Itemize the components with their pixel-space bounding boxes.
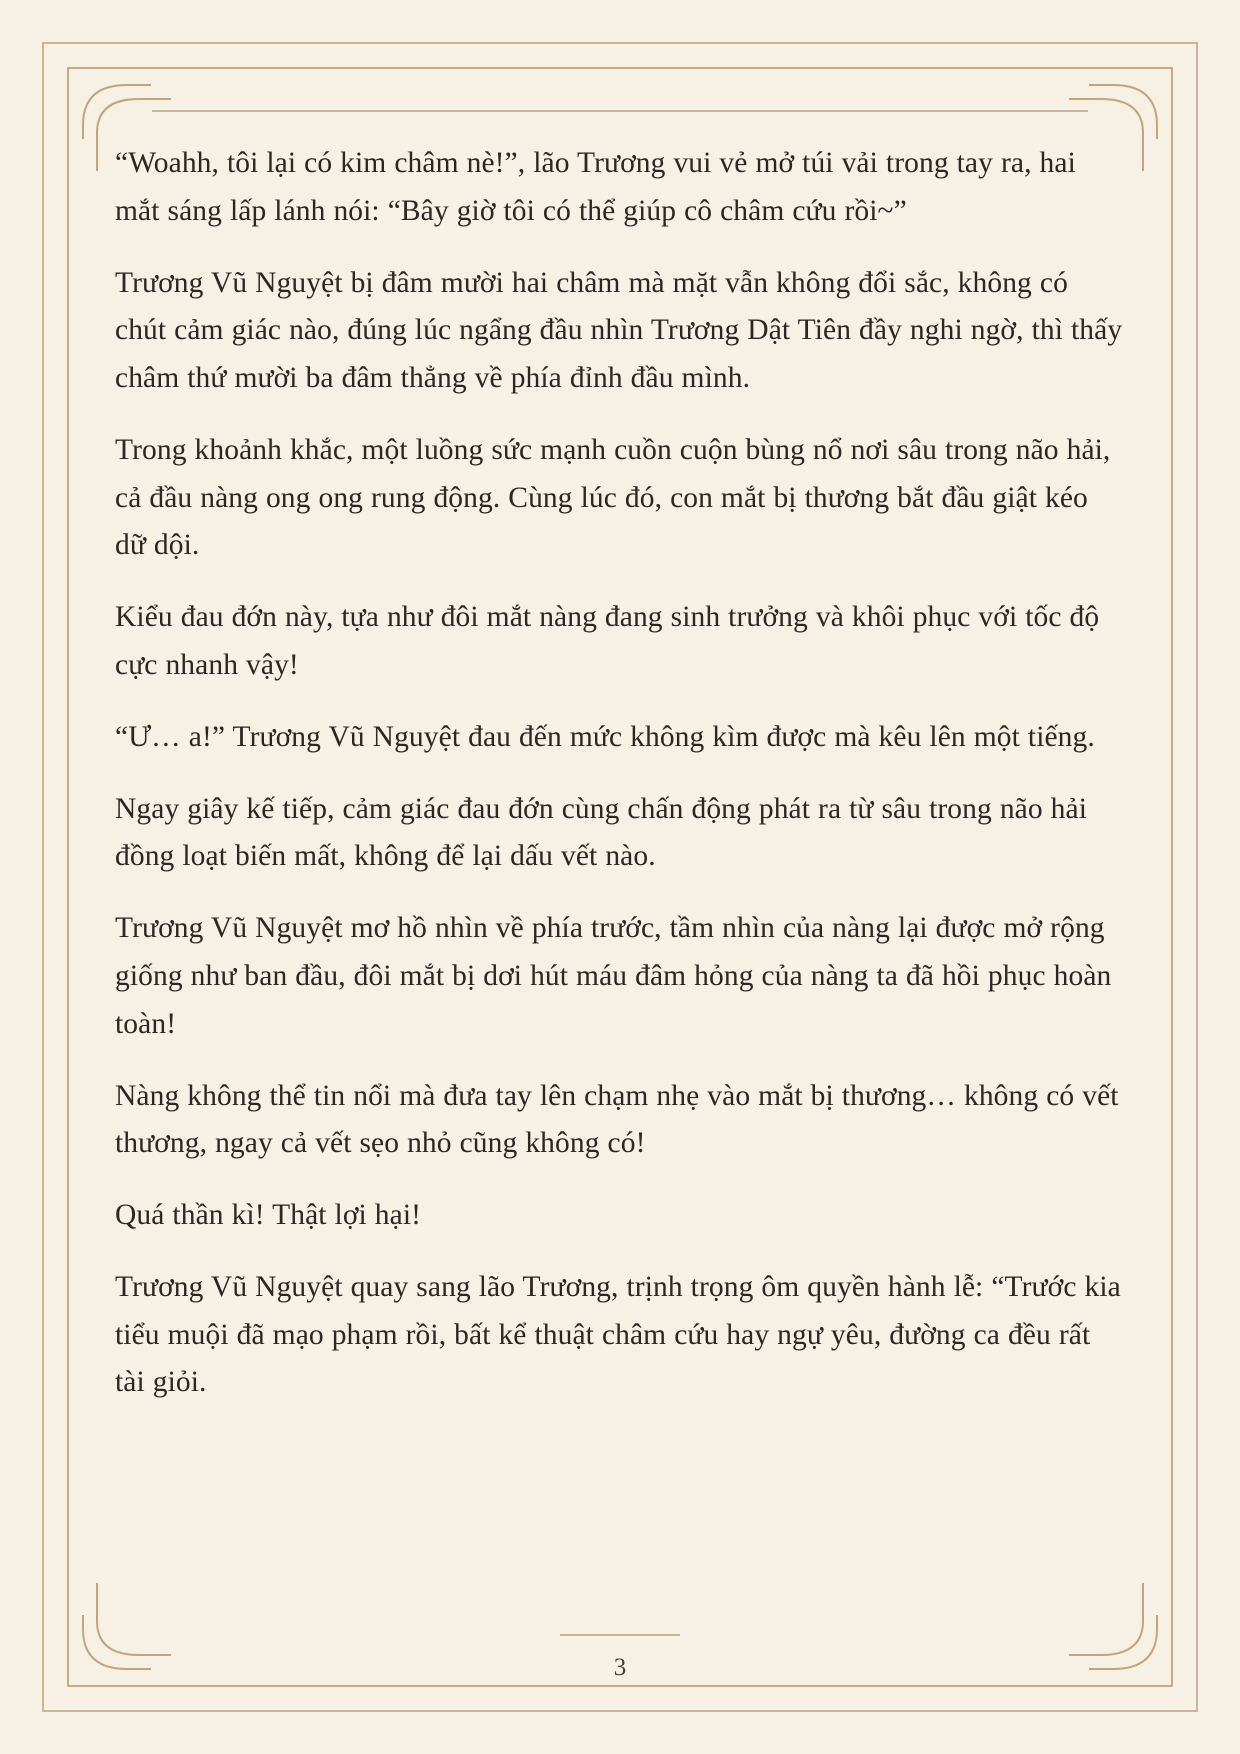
paragraph: “Woahh, tôi lại có kim châm nè!”, lão Trương vui vẻ mở túi vải trong tay ra, hai mắt sáng lấp lánh nói: “Bây giờ tôi có thể giúp cô châm cứu rồi~”	[115, 147, 1076, 227]
paragraph: Quá thần kì! Thật lợi hại!	[115, 1199, 422, 1232]
header-rule	[152, 110, 1088, 112]
page-number: 3	[613, 1654, 627, 1681]
footer-rule	[560, 1634, 680, 1636]
paragraph: Nàng không thể tin nổi mà đưa tay lên chạm nhẹ vào mắt bị thương… không có vết thương, ngay cả vết sẹo nhỏ cũng không có!	[115, 1079, 1119, 1160]
paragraph: Trong khoảnh khắc, một luồng sức mạnh cuồn cuộn bùng nổ nơi sâu trong não hải, cả đầu nàng ong ong rung động. Cùng lúc đó, con mắt bị thương bắt đầu giật kéo dữ dội.	[115, 433, 1111, 562]
paragraph: Trương Vũ Nguyệt mơ hồ nhìn về phía trước, tầm nhìn của nàng lại được mở rộng giống như ban đầu, đôi mắt bị dơi hút máu đâm hỏng của nàng ta đã hồi phục hoàn toàn!	[115, 912, 1112, 1040]
paragraph: “Ư… a!” Trương Vũ Nguyệt đau đến mức không kìm được mà kêu lên một tiếng.	[115, 720, 1095, 753]
paragraph: Kiểu đau đớn này, tựa như đôi mắt nàng đang sinh trưởng và khôi phục với tốc độ cực nhanh vậy!	[115, 601, 1100, 682]
paragraph: Trương Vũ Nguyệt quay sang lão Trương, trịnh trọng ôm quyền hành lễ: “Trước kia tiểu muội đã mạo phạm rồi, bất kể thuật châm cứu hay ngự yêu, đường ca đều rất tài giỏi.	[115, 1270, 1121, 1399]
paragraph: Ngay giây kế tiếp, cảm giác đau đớn cùng chấn động phát ra từ sâu trong não hải đồng loạt biến mất, không để lại dấu vết nào.	[115, 792, 1088, 873]
page-content	[115, 140, 1125, 1584]
paragraph: Trương Vũ Nguyệt bị đâm mười hai châm mà mặt vẫn không đổi sắc, không có chút cảm giác nào, đúng lúc ngẩng đầu nhìn Trương Dật Tiên đầy nghi ngờ, thì thấy châm thứ mười ba đâm thẳng về phía đỉnh đầu mình.	[115, 266, 1123, 395]
